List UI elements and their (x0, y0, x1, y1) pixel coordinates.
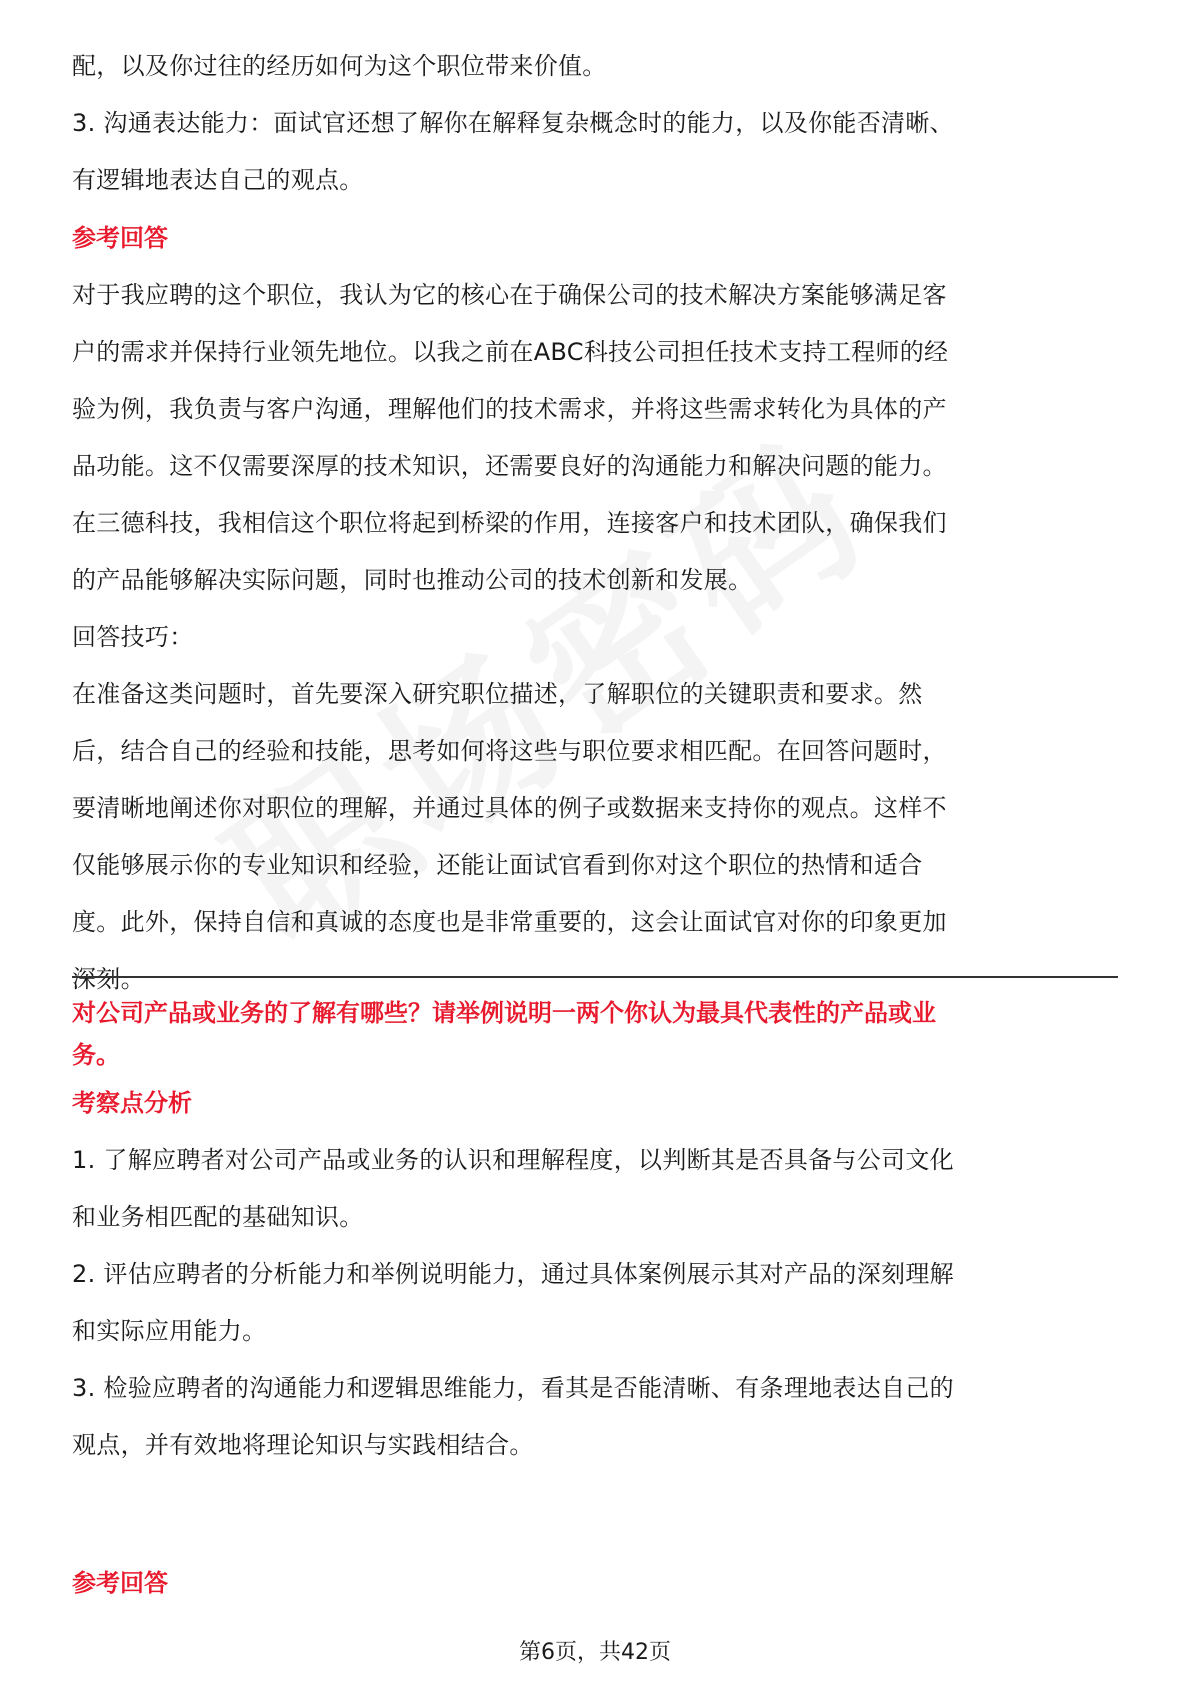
question-section (72, 992, 1118, 1076)
answer-line: 的产品能够解决实际问题，同时也推动公司的技术创新和发展。 (72, 566, 753, 594)
page-number: 第6页，共42页 (519, 1640, 671, 1665)
question-title: 对公司产品或业务的了解有哪些？请举例说明一两个你认为最具代表性的产品或业 (72, 999, 936, 1027)
reference-answer-section-2 (72, 1555, 1118, 1612)
analysis-point: 2. 评估应聘者的分析能力和举例说明能力，通过具体案例展示其对产品的深刻理解 (72, 1260, 954, 1288)
answer-line: 品功能。这不仅需要深厚的技术知识，还需要良好的沟通能力和解决问题的能力。 (72, 452, 947, 480)
tips-line: 要清晰地阐述你对职位的理解，并通过具体的例子或数据来支持你的观点。这样不 (72, 794, 947, 822)
answer-line: 户的需求并保持行业领先地位。以我之前在ABC科技公司担任技术支持工程师的经 (72, 338, 949, 366)
analysis-point: 和实际应用能力。 (72, 1317, 267, 1345)
prev-analysis-continuation (72, 38, 1118, 209)
reference-answer-label: 参考回答 (72, 224, 168, 252)
analysis-label: 考察点分析 (72, 1089, 192, 1117)
analysis-point: 观点，并有效地将理论知识与实践相结合。 (72, 1431, 534, 1459)
answer-line: 对于我应聘的这个职位，我认为它的核心在于确保公司的技术解决方案能够满足客 (72, 281, 947, 309)
tips-line: 度。此外，保持自信和真诚的态度也是非常重要的，这会让面试官对你的印象更加 (72, 908, 947, 936)
text-line: 配，以及你过往的经历如何为这个职位带来价值。 (72, 52, 607, 80)
tips-line: 在准备这类问题时，首先要深入研究职位描述，了解职位的关键职责和要求。然 (72, 680, 923, 708)
tips-line: 仅能够展示你的专业知识和经验，还能让面试官看到你对这个职位的热情和适合 (72, 851, 923, 879)
analysis-point: 1. 了解应聘者对公司产品或业务的认识和理解程度，以判断其是否具备与公司文化 (72, 1146, 954, 1174)
text-line: 有逻辑地表达自己的观点。 (72, 166, 364, 194)
tips-line: 深刻。 (72, 965, 145, 993)
tips-line: 后，结合自己的经验和技能，思考如何将这些与职位要求相匹配。在回答问题时， (72, 737, 947, 765)
text-line: 3. 沟通表达能力：面试官还想了解你在解释复杂概念时的能力，以及你能否清晰、 (72, 109, 954, 137)
analysis-point: 和业务相匹配的基础知识。 (72, 1203, 364, 1231)
section-divider (72, 976, 1118, 978)
analysis-section (72, 1075, 1118, 1474)
answer-line: 验为例，我负责与客户沟通，理解他们的技术需求，并将这些需求转化为具体的产 (72, 395, 947, 423)
document-page (72, 0, 1118, 1684)
reference-answer-section (72, 210, 1118, 1008)
reference-answer-label: 参考回答 (72, 1569, 168, 1597)
analysis-point: 3. 检验应聘者的沟通能力和逻辑思维能力，看其是否能清晰、有条理地表达自己的 (72, 1374, 954, 1402)
answer-line: 在三德科技，我相信这个职位将起到桥梁的作用，连接客户和技术团队，确保我们 (72, 509, 947, 537)
tips-label: 回答技巧： (72, 623, 194, 651)
question-title: 务。 (72, 1041, 120, 1069)
